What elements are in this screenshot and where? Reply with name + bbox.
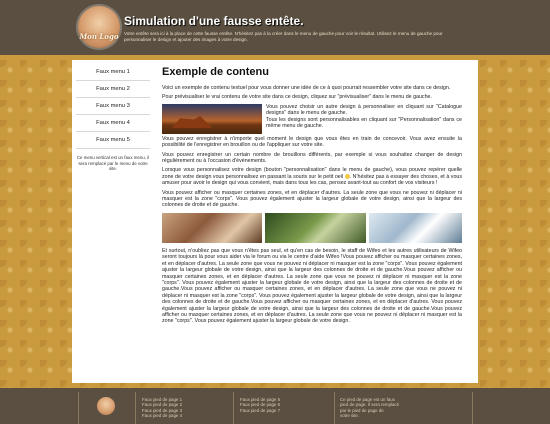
photo-strip [162, 213, 462, 243]
main-container [72, 60, 478, 383]
site-description: Votre entête sera ici à la place de cette fausse entête. N'hésitez pas à la créer dans le menu de gauche pour voir le résultat. Utilisez le menu de gauche pour personnaliser le design et ajouter des images à votre design. [124, 31, 443, 42]
site-logo[interactable] [78, 6, 120, 48]
content-paragraph: Vous pouvez choisir un autre design à personnaliser en cliquant sur "Catalogue designs" dans le menu de gauche. [266, 103, 462, 117]
content-paragraph: Vous pouvez enregistrer à n'importe quel moment le design que vous êtes en train de concevoir. Vous avez ensuite la possibilité de l'enregistrer en brouillon ou de l'appliquer sur votre site. [162, 135, 462, 149]
page-content [162, 66, 462, 381]
content-paragraph: Vous pouvez enregistrer un certain nombre de brouillons différents, par exemple si vous souhaitez changer de design régulièrement ou à l'occasion d'évènements. [162, 151, 462, 165]
photo-knitting [162, 213, 262, 243]
content-paragraph [162, 167, 462, 186]
footer-divider [334, 392, 335, 424]
footer-links-col1 [142, 397, 182, 419]
footer-link[interactable]: Faux pied de page 4 [142, 413, 183, 419]
sidebar-item-faux-menu-1[interactable]: Faux menu 1 [76, 64, 150, 81]
footer-note-line: votre site. [340, 413, 360, 419]
footer-note-line: par le pied de page de [340, 407, 384, 413]
footer-link[interactable]: Faux pied de page 1 [142, 397, 183, 402]
footer-link[interactable]: Faux pied de page 7 [240, 407, 281, 413]
desert-image [162, 104, 262, 134]
content-paragraph: Voici un exemple de contenu textuel pour vous donner une idée de ce à quoi pourrait ressembler votre site dans ce design. [162, 85, 451, 91]
footer-note-line: pied de page. Il sera remplacé [340, 402, 400, 408]
sidebar-item-faux-menu-5[interactable]: Faux menu 5 [76, 132, 150, 149]
sidebar-note: Ce menu vertical est un faux menu, il sera remplacé par le menu de votre site. [76, 155, 150, 171]
footer-divider [78, 392, 79, 424]
site-title: Simulation d'une fausse entête. [124, 14, 304, 28]
content-text: . N'hésitez pas à essayer des choses, et à vous amuser pour avoir le design qui vous convient, mais dans tous les cas, pensez avant-tout au confort de vos visiteurs ! [162, 173, 462, 187]
footer-note [340, 397, 399, 419]
page-title: Exemple de contenu [162, 66, 269, 78]
footer-link[interactable]: Faux pied de page 2 [142, 402, 183, 408]
sidebar-menu [76, 64, 150, 172]
photo-sky [369, 213, 462, 243]
sidebar-item-faux-menu-2[interactable]: Faux menu 2 [76, 81, 150, 98]
footer-links-col2 [240, 397, 280, 413]
photo-forest [265, 213, 367, 243]
sidebar-item-faux-menu-3[interactable]: Faux menu 3 [76, 98, 150, 115]
site-footer [0, 388, 550, 424]
sidebar-item-faux-menu-4[interactable]: Faux menu 4 [76, 115, 150, 132]
content-text: Lorsque vous personnalisez votre design (bouton "personnalisation" dans le menu de gauche), vous pouvez repérer quelle zone de votre design vous personnalisez en passant la souris sur le petit oeil [162, 167, 462, 180]
footer-divider [135, 392, 136, 424]
content-paragraph: Et surtout, n'oubliez pas que vous n'êtes pas seul, et qu'en cas de besoin, le staff de Wifeo et les autres utilisateurs de Wifeo seront toujours là pour vous aider via le forum ou via le centre d'aide Wifeo !Vous pouvez afficher ou masquer certaines zones, et en déplacer d'autres. La seule zone que vous ne pouvez ni déplacer ni masquer est la zone "corps". Vous pouvez également ajuster la largeur globale de votre design, ainsi que la largeur des colonnes de droite et de gauche.Vous pouvez afficher ou masquer certaines zones, et en déplacer d'autres. La seule zone que vous ne pouvez ni déplacer ni masquer est la zone "corps". Vous pouvez également ajuster la largeur globale de votre design, ainsi que la largeur des colonnes de droite et de gauche.Vous pouvez afficher ou masquer certaines zones, et en déplacer d'autres. La seule zone que vous ne pouvez ni déplacer ni masquer est la zone "corps". Vous pouvez également ajuster la largeur globale de votre design, ainsi que la largeur des colonnes de droite et de gauche.Vous pouvez afficher ou masquer certaines zones, et en déplacer d'autres. Vous pouvez également ajuster la largeur globale de votre design, ainsi que la largeur des colonnes de droite et de gauche.Vous pouvez afficher ou masquer certaines zones, et en déplacer d'autres. La seule zone que vous ne pouvez ni déplacer ni masquer est la zone "corps". Vous pouvez également ajuster la largeur globale de votre design. [162, 247, 462, 325]
content-paragraph: Pour prévisualiser le vrai contenu de votre site dans ce design, cliquez sur "prévisualiser" dans le menu de gauche. [162, 94, 432, 101]
footer-link[interactable]: Faux pied de page 3 [142, 407, 183, 413]
site-header [0, 0, 550, 55]
footer-note-line: Ce pied de page est un faux [340, 397, 395, 402]
footer-logo [97, 397, 115, 415]
logo-text: Mon Logo [79, 32, 119, 41]
content-paragraph: Vous pouvez afficher ou masquer certaines zones, et en déplacer d'autres. La seule zone que vous ne pouvez ni déplacer ni masquer est la zone "corps". Vous pouvez également ajuster la largeur globale de votre design, ainsi que la largeur des colonnes de droite et de gauche. [162, 189, 462, 209]
footer-divider [233, 392, 234, 424]
footer-link[interactable]: Faux pied de page 5 [240, 397, 281, 402]
footer-divider [472, 392, 473, 424]
content-paragraph: Tous les designs sont personnalisables en cliquant sur "Personnalisation" dans ce même menu de gauche. [266, 116, 462, 130]
footer-link[interactable]: Faux pied de page 6 [240, 402, 281, 408]
